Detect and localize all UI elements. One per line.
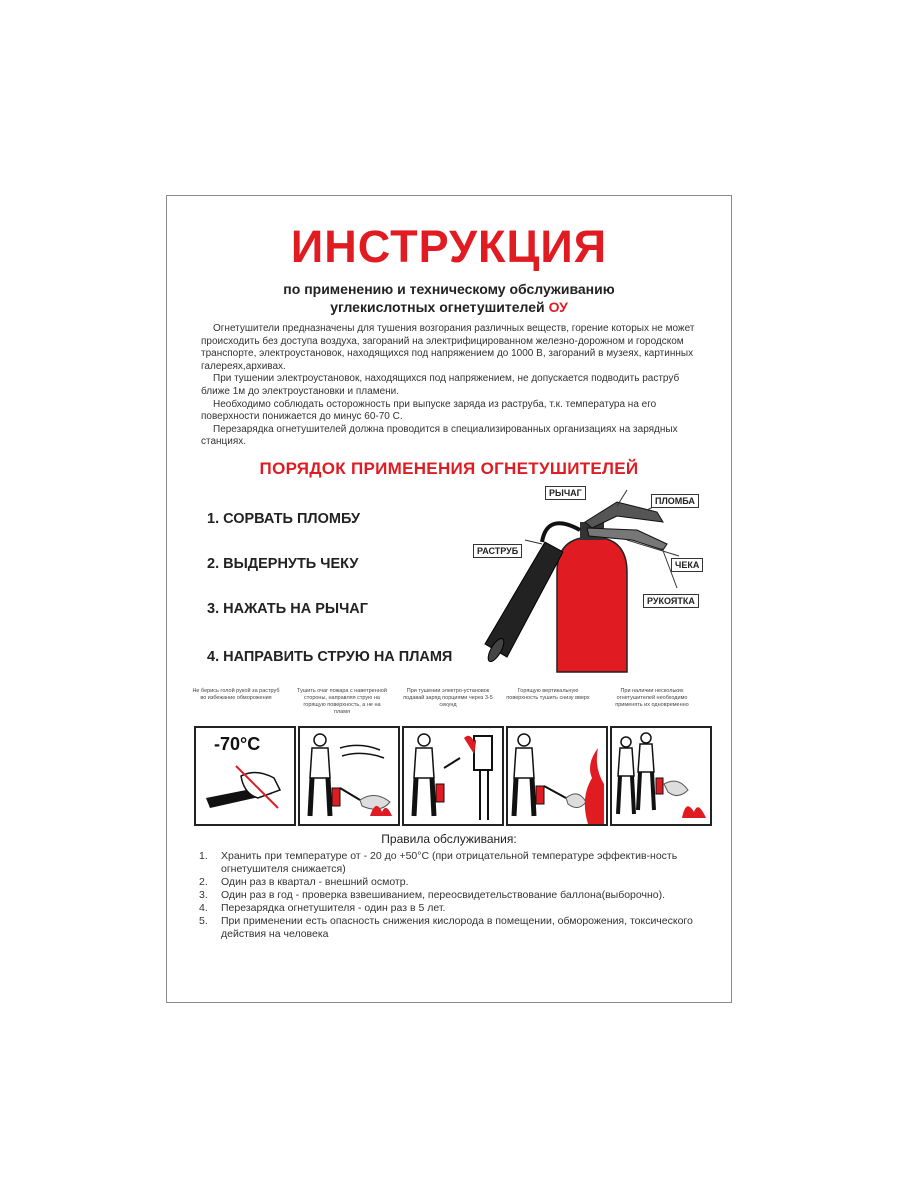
intro-paragraph: Огнетушители предназначены для тушения возгорания различных веществ, горение которых не может происходить без доступа воздуха, загораний на электрифицированном железно-дорожном и городском транспорте, электроустановок, находящихся под напряжением до 1000 В, загораний в музеях, картинных галереях,архивах.: [201, 323, 695, 372]
rule-number: 3.: [199, 889, 208, 901]
rule-item: [199, 902, 719, 915]
rule-number: 5.: [199, 915, 208, 927]
section-title: ПОРЯДОК ПРИМЕНЕНИЯ ОГНЕТУШИТЕЛЕЙ: [259, 459, 639, 478]
panel-caption: Не берись голой рукой за раструб во избежание обморожения: [192, 688, 280, 701]
panel-caption: При тушении электро-установок подавай заряд порциями через 3-5 секунд: [403, 688, 493, 708]
extinguisher-icon: [467, 482, 707, 682]
rule-text: При применении есть опасность снижения кислорода в помещении, обморожения, токсического действия на человека: [221, 915, 693, 940]
callout-lever: РЫЧАГ: [545, 486, 586, 500]
panel-caption: Горящую вертикальную поверхность тушить снизу вверх: [506, 688, 590, 701]
callout-handle: РУКОЯТКА: [643, 594, 699, 608]
intro-paragraph: Перезарядка огнетушителей должна проводится в специализированных организациях на зарядных станциях.: [201, 423, 678, 448]
rule-item: [199, 889, 719, 902]
step-item: 4. НАПРАВИТЬ СТРУЮ НА ПЛАМЯ: [207, 649, 453, 665]
rule-item: [199, 915, 719, 941]
rule-item: [199, 850, 719, 876]
safety-panel-multiple: [610, 726, 712, 826]
rule-text: Один раз в квартал - внешний осмотр.: [221, 876, 409, 888]
safety-panel-electrical: [402, 726, 504, 826]
rule-text: Перезарядка огнетушителя - один раз в 5 лет.: [221, 902, 446, 914]
poster-title: ИНСТРУКЦИЯ: [290, 221, 608, 272]
multiple-extinguishers-icon: [612, 728, 710, 824]
subtitle-line-2: [167, 298, 731, 316]
rule-number: 1.: [199, 850, 208, 862]
panel-caption: При наличии нескольких огнетушителей необходимо применять их одновременно: [615, 688, 689, 708]
panel-caption: Тушить очаг пожара с наветренной стороны, направляя струю на горящую поверхность, а не на пламя: [297, 688, 387, 715]
maintenance-rules-title: Правила обслуживания:: [381, 832, 517, 846]
rule-item: [199, 876, 719, 889]
firefighter-wind-icon: [300, 728, 398, 824]
intro-paragraph: Необходимо соблюдать осторожность при выпуске заряда из раструба, т.к. температура на его поверхности понижается до минус 60-70 С.: [201, 398, 657, 423]
safety-panel-wind: [298, 726, 400, 826]
rule-text: Один раз в год - проверка взвешиванием, переосвидетельствование баллона(выборочно).: [221, 889, 666, 901]
subtitle-code: ОУ: [548, 299, 568, 315]
callout-seal: ПЛОМБА: [651, 494, 699, 508]
panel-temperature: -70°С: [214, 734, 261, 754]
callout-pin: ЧЕКА: [671, 558, 703, 572]
callout-horn: РАСТРУБ: [473, 544, 522, 558]
rule-number: 2.: [199, 876, 208, 888]
extinguisher-diagram: [467, 482, 707, 682]
rule-number: 4.: [199, 902, 208, 914]
rule-text: Хранить при температуре от - 20 до +50°С (при отрицательной температуре эффектив-ность огнетушителя снижается): [221, 850, 678, 875]
safety-panel-vertical: [506, 726, 608, 826]
step-item: 3. НАЖАТЬ НА РЫЧАГ: [207, 601, 368, 617]
subtitle-line-1: по применению и техническому обслуживанию: [283, 281, 615, 297]
intro-text: [201, 323, 701, 449]
step-item: 2. ВЫДЕРНУТЬ ЧЕКУ: [207, 556, 359, 572]
intro-paragraph: При тушении электроустановок, находящихся под напряжением, не допускается подводить раструб ближе 1м до электроустановки и пламени.: [201, 373, 680, 397]
vertical-surface-icon: [508, 728, 606, 824]
step-item: 1. СОРВАТЬ ПЛОМБУ: [207, 511, 361, 527]
maintenance-rules-list: [199, 850, 719, 941]
safety-panel-frost: [194, 726, 296, 826]
subtitle-line-2-text: углекислотных огнетушителей: [330, 299, 545, 315]
poster-subtitle: [167, 280, 731, 316]
electrical-unit-icon: [404, 728, 502, 824]
instruction-poster: [166, 195, 732, 1003]
